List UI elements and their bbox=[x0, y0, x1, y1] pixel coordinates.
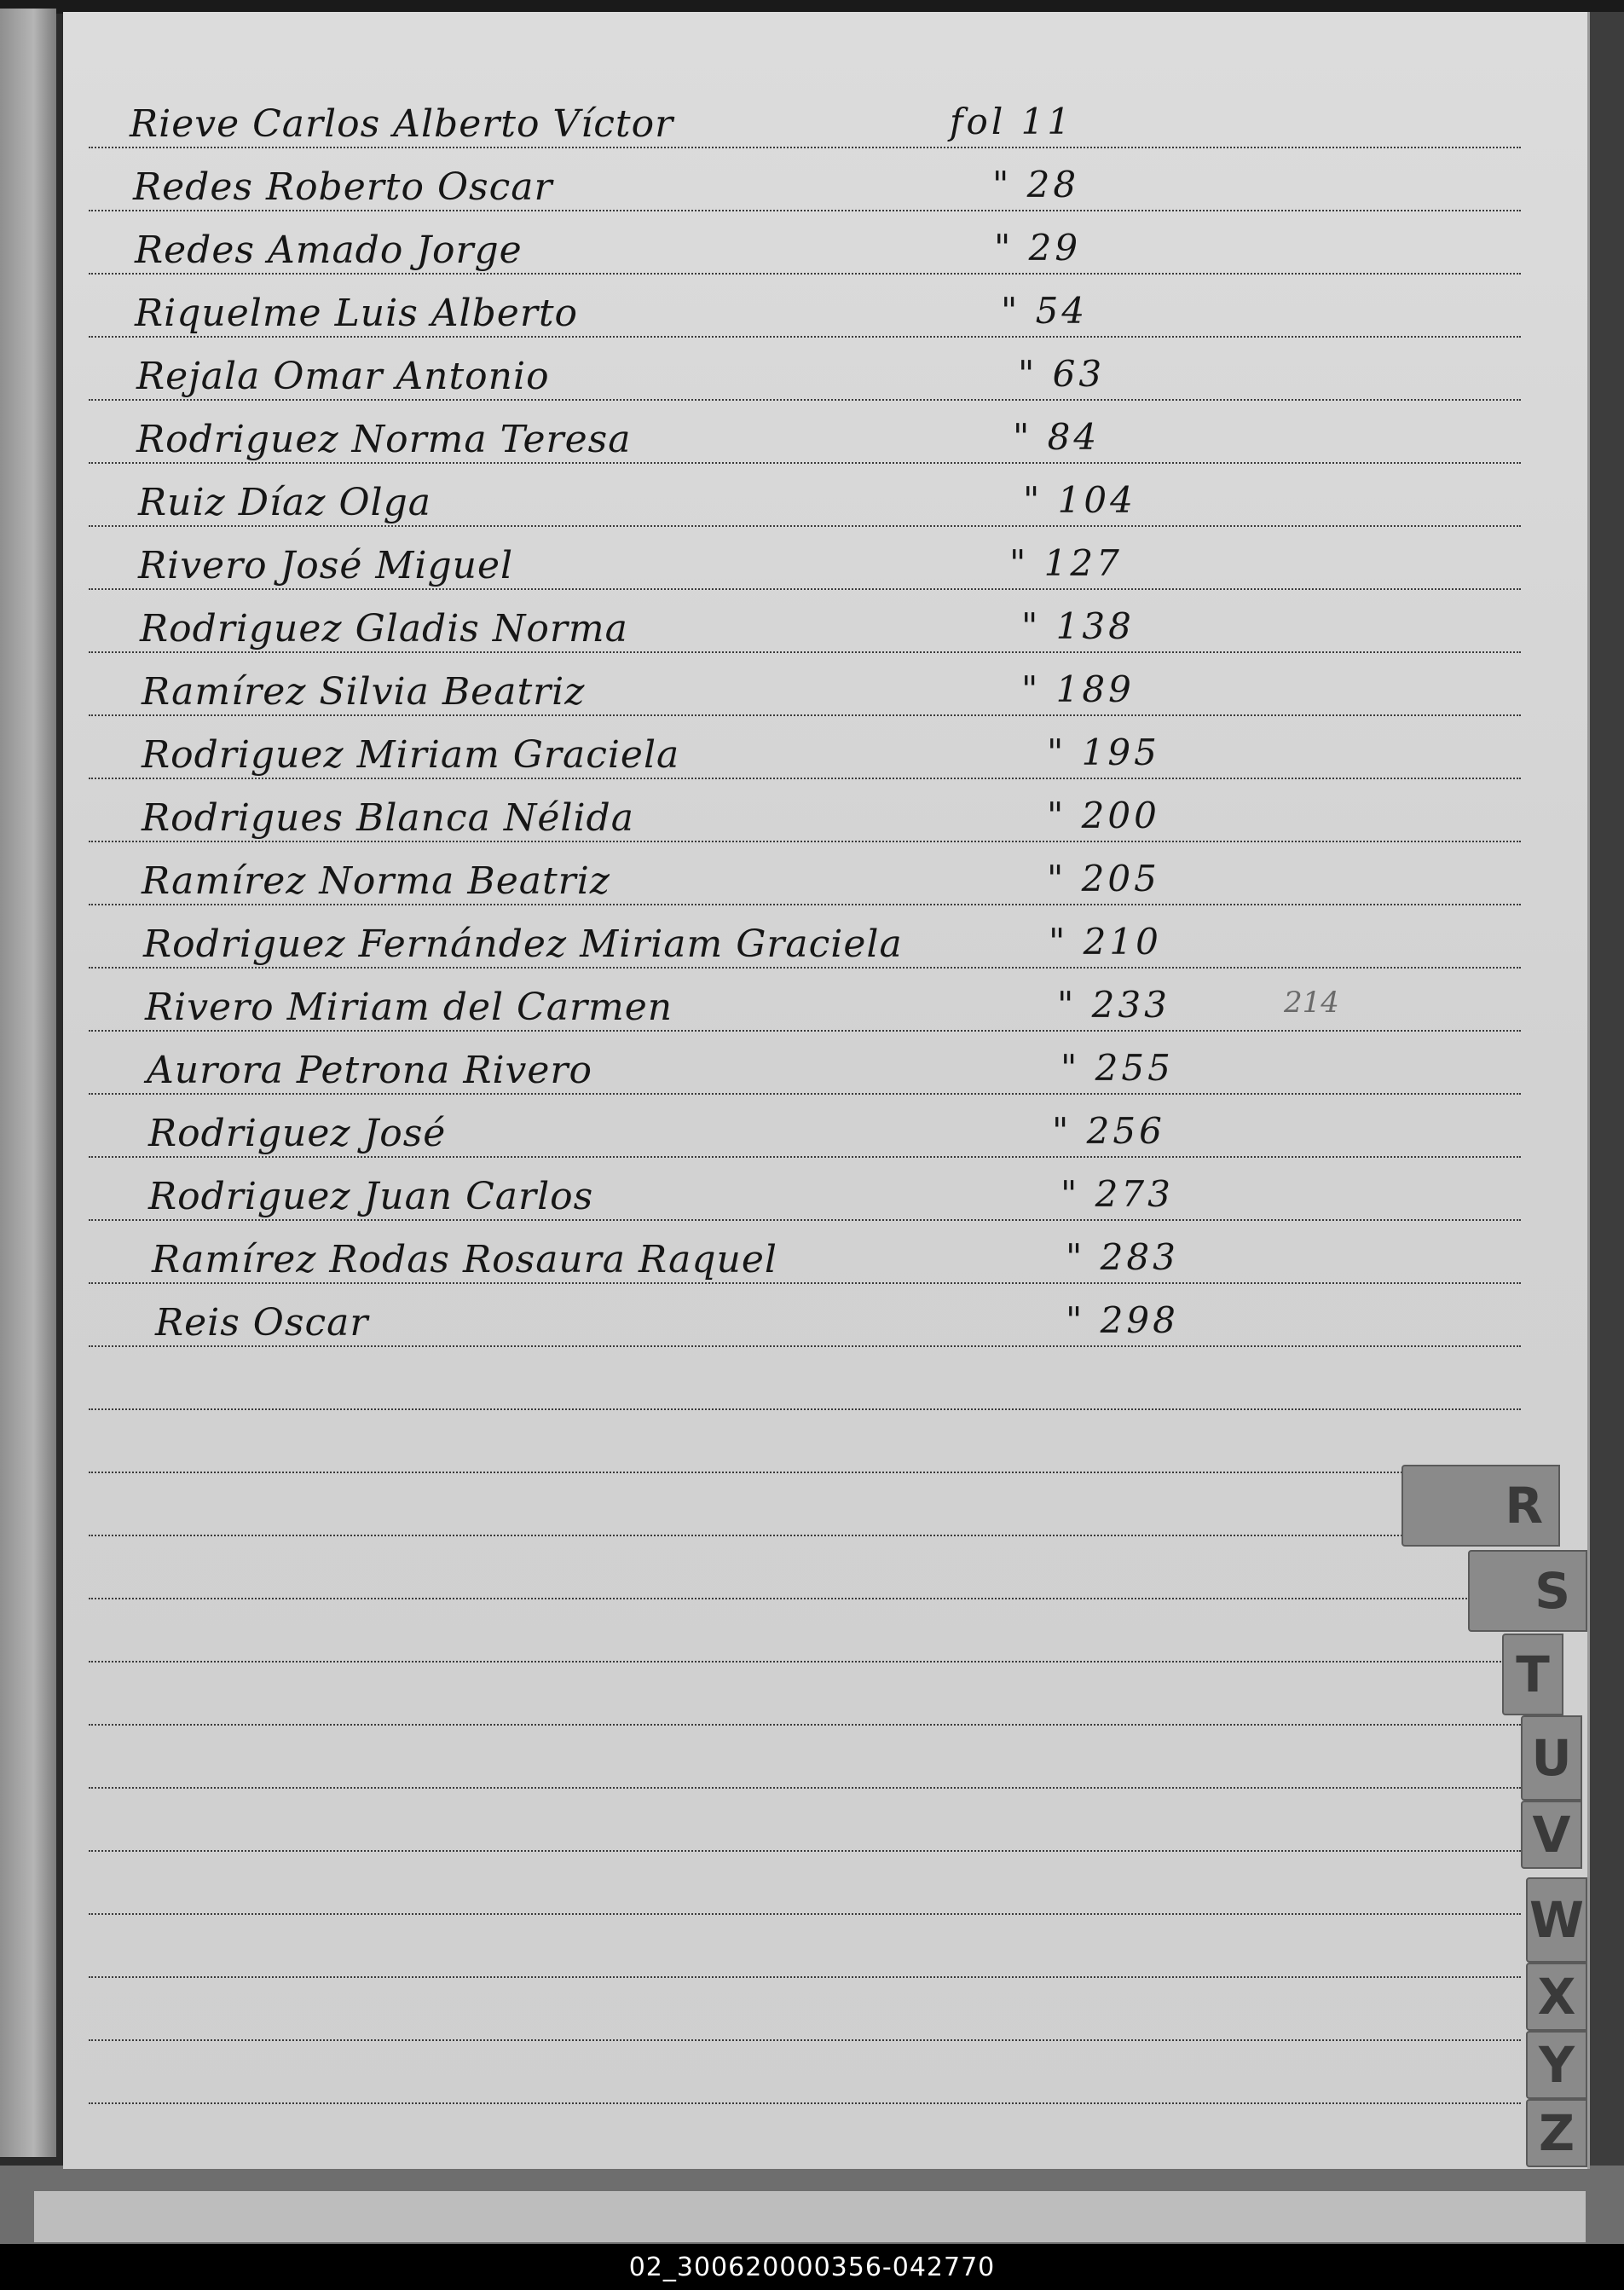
entry-folio: " 63 bbox=[1018, 353, 1106, 395]
index-tab-w[interactable]: W bbox=[1526, 1877, 1587, 1963]
index-tab-s[interactable]: S bbox=[1468, 1550, 1587, 1632]
margin-note: 214 bbox=[1284, 986, 1339, 1020]
entry-name: Ruiz Díaz Olga bbox=[138, 481, 431, 524]
entry-folio: " 28 bbox=[992, 164, 1080, 205]
index-tab-v[interactable]: V bbox=[1521, 1801, 1582, 1869]
index-tab-r[interactable]: R bbox=[1401, 1465, 1560, 1547]
entry-name: Rejala Omar Antonio bbox=[136, 355, 550, 398]
index-tab-y[interactable]: Y bbox=[1526, 2031, 1587, 2099]
entry-name: Rodriguez Miriam Graciela bbox=[142, 733, 680, 777]
entry-folio: " 189 bbox=[1021, 668, 1135, 710]
footer-bar bbox=[0, 2244, 1624, 2290]
entry-name: Rodriguez José bbox=[148, 1112, 447, 1155]
entry-folio: " 298 bbox=[1066, 1299, 1179, 1341]
entry-folio: " 200 bbox=[1047, 795, 1160, 836]
index-tab-u[interactable]: U bbox=[1521, 1715, 1582, 1801]
ledger-page bbox=[63, 12, 1590, 2169]
entry-name: Redes Amado Jorge bbox=[135, 228, 523, 272]
entry-folio: " 29 bbox=[994, 227, 1082, 269]
entry-name: Rivero Miriam del Carmen bbox=[145, 986, 673, 1029]
entry-folio: " 127 bbox=[1009, 542, 1123, 584]
index-tab-t[interactable]: T bbox=[1502, 1634, 1563, 1715]
entry-folio: " 273 bbox=[1061, 1173, 1174, 1215]
entry-folio: " 205 bbox=[1047, 858, 1160, 899]
entry-folio: " 233 bbox=[1057, 984, 1170, 1026]
entry-name: Rodriguez Norma Teresa bbox=[136, 418, 632, 461]
entry-name: Rodriguez Fernández Miriam Graciela bbox=[143, 922, 903, 966]
entry-folio: " 54 bbox=[1001, 290, 1089, 332]
entry-folio: fol 11 bbox=[950, 101, 1074, 142]
entry-folio: " 138 bbox=[1021, 605, 1135, 647]
entry-folio: " 256 bbox=[1052, 1110, 1165, 1152]
entry-folio: " 255 bbox=[1061, 1047, 1174, 1089]
entry-folio: " 283 bbox=[1066, 1236, 1179, 1278]
entry-name: Redes Roberto Oscar bbox=[133, 165, 553, 209]
entry-name: Rodrigues Blanca Nélida bbox=[142, 796, 634, 840]
document-id: 02_300620000356-042770 bbox=[628, 2252, 996, 2282]
entry-name: Ramírez Silvia Beatriz bbox=[142, 670, 586, 714]
entry-folio: " 104 bbox=[1023, 479, 1136, 521]
entry-name: Rieve Carlos Alberto Víctor bbox=[130, 102, 674, 146]
entry-name: Ramírez Rodas Rosaura Raquel bbox=[152, 1238, 777, 1281]
entry-name: Rivero José Miguel bbox=[138, 544, 514, 587]
entry-name: Reis Oscar bbox=[155, 1301, 369, 1345]
entry-name: Riquelme Luis Alberto bbox=[135, 292, 579, 335]
left-page-edge bbox=[0, 9, 56, 2157]
entry-name: Rodriguez Juan Carlos bbox=[148, 1175, 594, 1218]
entry-folio: " 84 bbox=[1013, 416, 1101, 458]
cover-right-edge bbox=[1587, 12, 1624, 2212]
index-tab-z[interactable]: Z bbox=[1526, 2099, 1587, 2167]
page-bottom-edge bbox=[34, 2191, 1586, 2242]
index-tab-x[interactable]: X bbox=[1526, 1963, 1587, 2031]
entry-name: Rodriguez Gladis Norma bbox=[140, 607, 628, 651]
entry-folio: " 210 bbox=[1049, 921, 1162, 963]
entry-name: Aurora Petrona Rivero bbox=[147, 1049, 592, 1092]
entry-name: Ramírez Norma Beatriz bbox=[142, 859, 610, 903]
entry-folio: " 195 bbox=[1047, 732, 1160, 773]
